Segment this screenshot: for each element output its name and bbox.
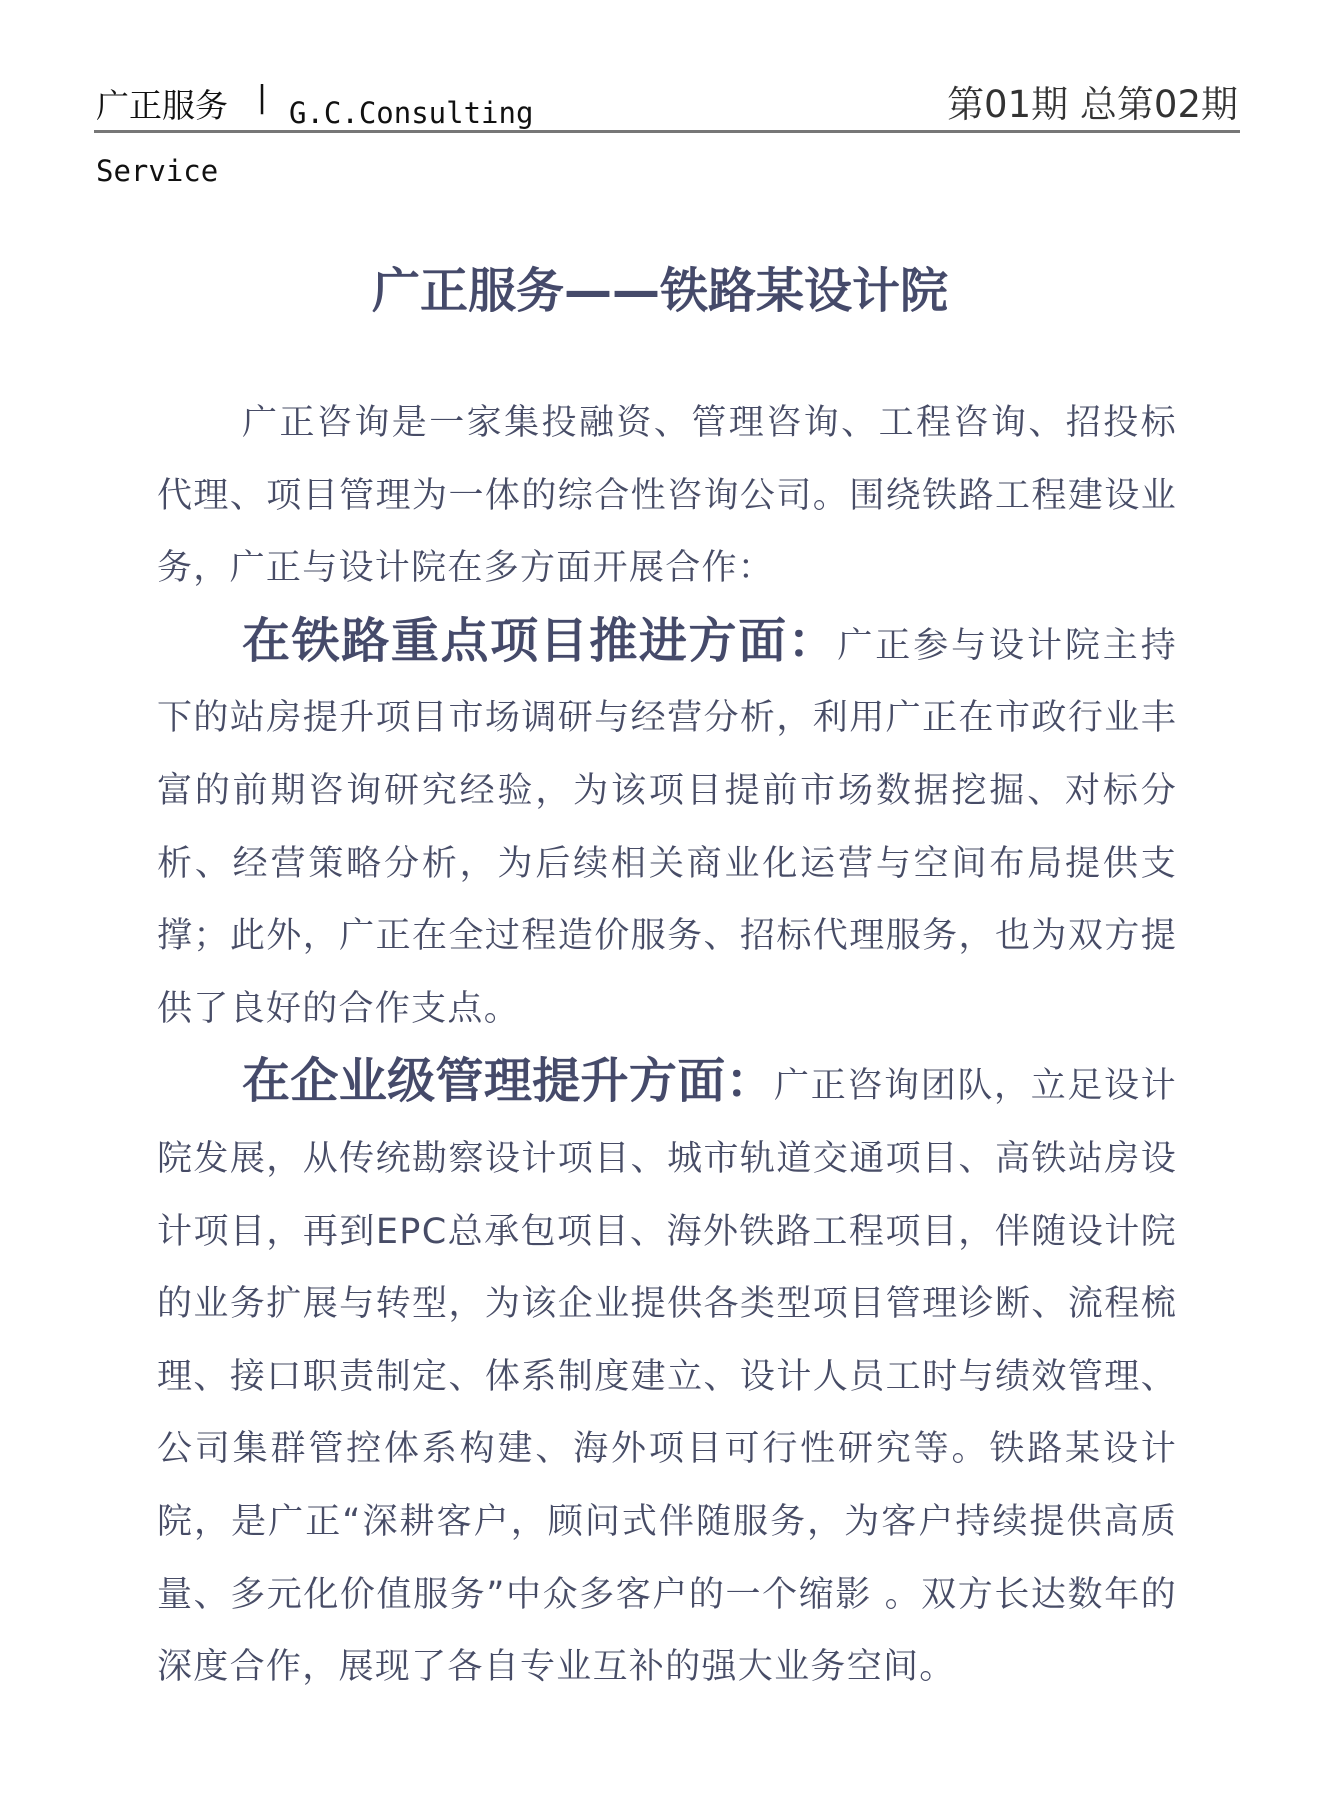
section-railway-projects-heading: 在铁路重点项目推进方面： (242, 612, 838, 669)
page-header (0, 0, 1320, 188)
issue-number: 第01期 总第02期 (947, 83, 1238, 126)
article-body (157, 387, 1177, 1704)
brand-english-name: G.C.Consulting Service (96, 96, 534, 188)
section-enterprise-management (157, 1045, 1177, 1703)
section-enterprise-management-text: 广正咨询团队，立足设计院发展，从传统勘察设计项目、城市轨道交通项目、高铁站房设计项目，再到EPC总承包项目、海外铁路工程项目，伴随设计院的业务扩展与转型，为该企业提供各类型项目管理诊断、流程梳理、接口职责制定、体系制度建立、设计人员工时与绩效管理、公司集群管控体系构建、海外项目可行性研究等。铁路某设计院，是广正“深耕客户，顾问式伴随服务，为客户持续提供高质量、多元化价值服务”中众多客户的一个缩影 。双方长达数年的深度合作，展现了各自专业互补的强大业务空间。 (157, 1066, 1177, 1688)
brand-separator: | (253, 80, 272, 115)
section-railway-projects-text: 广正参与设计院主持下的站房提升项目市场调研与经营分析，利用广正在市政行业丰富的前期咨询研究经验，为该项目提前市场数据挖掘、对标分析、经营策略分析，为后续相关商业化运营与空间布局提供支撑；此外，广正在全过程造价服务、招标代理服务，也为双方提供了良好的合作支点。 (157, 625, 1177, 1029)
section-railway-projects (157, 605, 1177, 1046)
header-divider (94, 130, 1240, 133)
page-title: 广正服务——铁路某设计院 (371, 263, 948, 319)
brand-chinese-name: 广正服务 (96, 86, 228, 125)
section-enterprise-management-heading: 在企业级管理提升方面： (242, 1053, 775, 1110)
intro-paragraph: 广正咨询是一家集投融资、管理咨询、工程咨询、招投标代理、项目管理为一体的综合性咨询公司。围绕铁路工程建设业务，广正与设计院在多方面开展合作： (157, 403, 1177, 589)
